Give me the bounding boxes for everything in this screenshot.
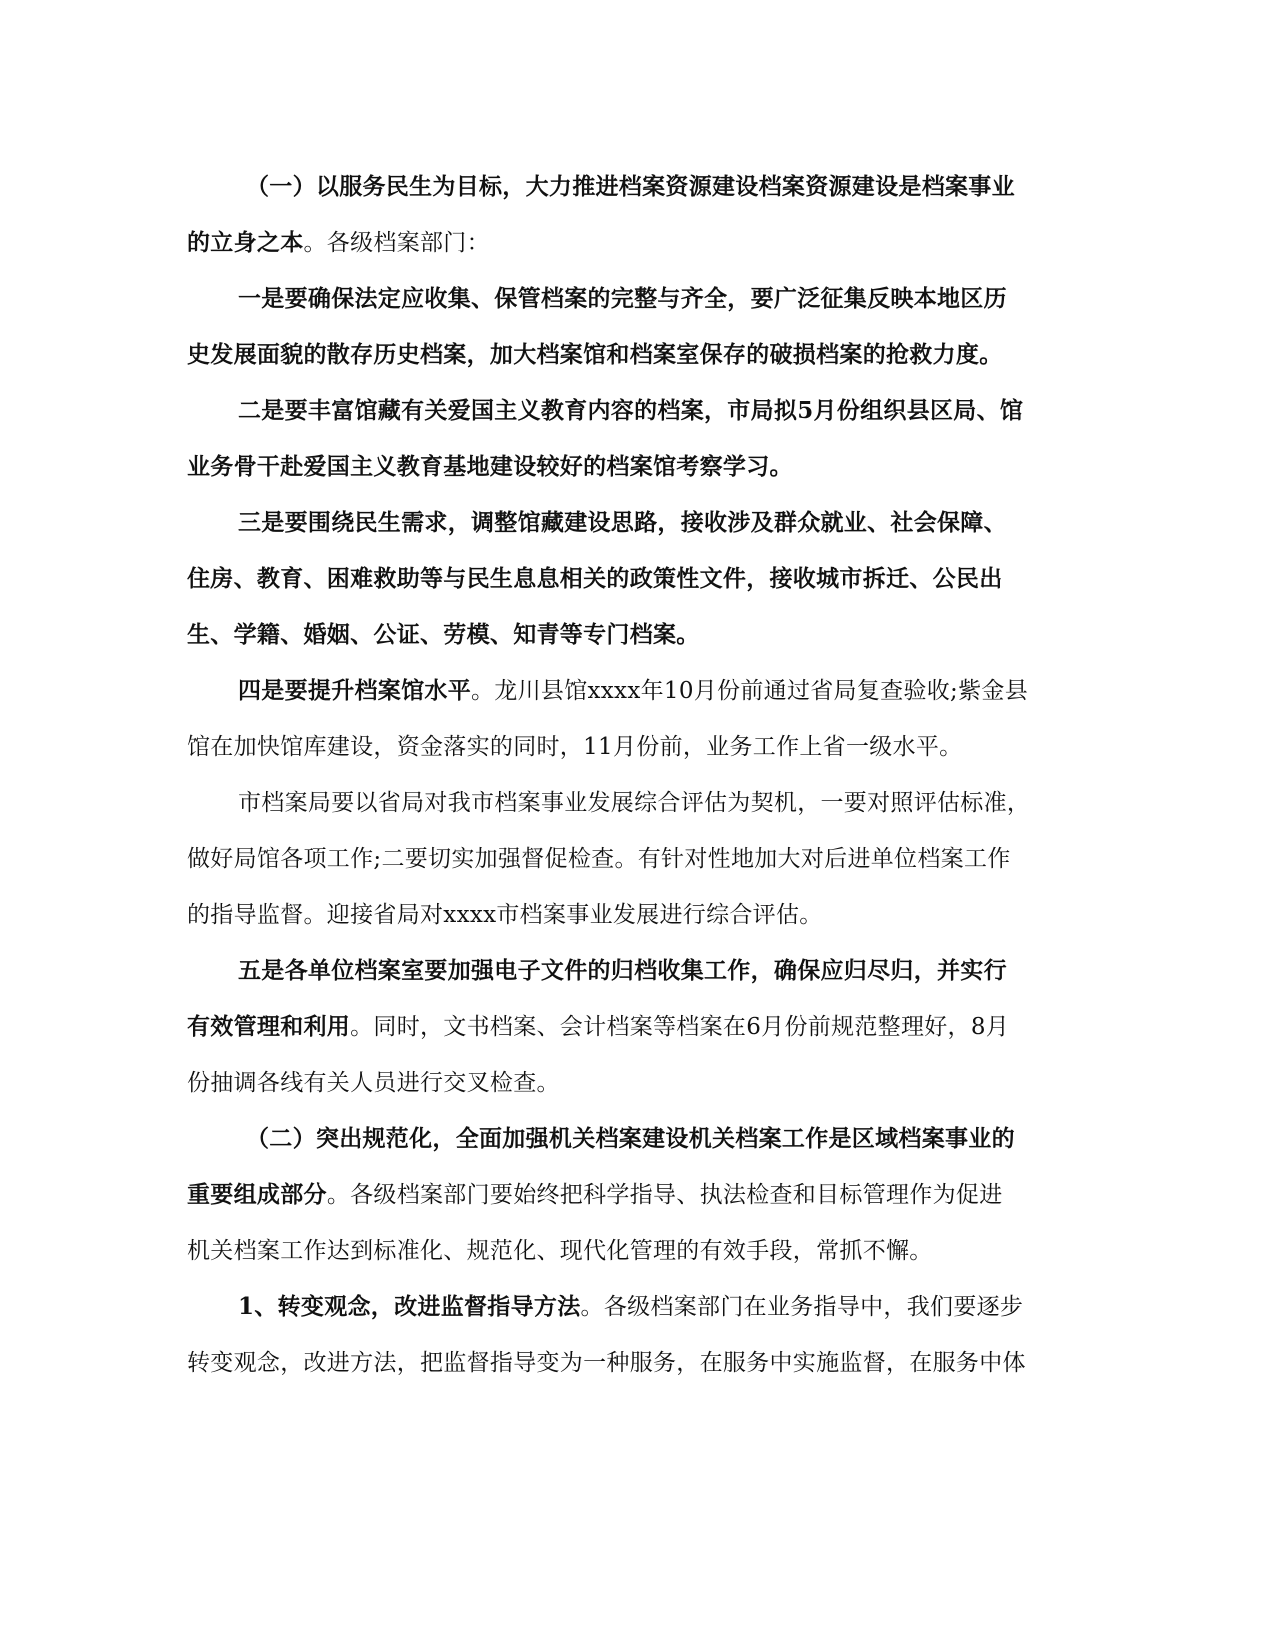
- text-run: 。各级档案部门在业务指导中，我们要逐步: [580, 1294, 1024, 1320]
- text-run: 转变观念，改进方法，把监督指导变为一种服务，在服务中实施监督，在服务中体: [187, 1350, 1026, 1376]
- text-run: 业务骨干赴爱国主义教育基地建设较好的档案馆考察学习。: [187, 453, 793, 480]
- paragraph-6-line-3: [187, 900, 823, 930]
- paragraph-4-line-2: [187, 564, 1003, 594]
- paragraph-7-line-1: [238, 956, 1007, 986]
- text-run: 的指导监督。迎接省局对xxxx市档案事业发展进行综合评估。: [187, 902, 823, 928]
- text-run: （一）以服务民生为目标，大力推进档案资源建设档案资源建设是档案事业: [246, 173, 1015, 200]
- text-run: 三是要围绕民生需求，调整馆藏建设思路，接收涉及群众就业、社会保障、: [238, 509, 1007, 536]
- text-run: 机关档案工作达到标准化、规范化、现代化管理的有效手段，常抓不懈。: [187, 1238, 933, 1264]
- text-run: 一是要确保法定应收集、保管档案的完整与齐全，要广泛征集反映本地区历: [238, 285, 1007, 312]
- paragraph-2-line-1: [238, 284, 1007, 314]
- paragraph-5-line-1: [238, 676, 1028, 706]
- paragraph-4-line-3: [187, 620, 700, 650]
- paragraph-2-line-2: [187, 340, 1003, 370]
- text-run: 市档案局要以省局对我市档案事业发展综合评估为契机，一要对照评估标准，: [238, 790, 1031, 816]
- text-run: 。龙川县馆xxxx年10月份前通过省局复查验收;紫金县: [471, 678, 1029, 704]
- text-run: 重要组成部分: [187, 1181, 327, 1208]
- paragraph-5-line-2: [187, 732, 962, 762]
- text-run: 。同时，文书档案、会计档案等档案在6月份前规范整理好，8月: [350, 1014, 1010, 1040]
- text-run: 二是要丰富馆藏有关爱国主义教育内容的档案，市局拟5月份组织县区局、馆: [238, 397, 1024, 424]
- paragraph-1-line-2: [187, 228, 490, 258]
- text-run: 史发展面貌的散存历史档案，加大档案馆和档案室保存的破损档案的抢救力度。: [187, 341, 1003, 368]
- text-run: 做好局馆各项工作;二要切实加强督促检查。有针对性地加大对后进单位档案工作: [187, 846, 1011, 872]
- paragraph-6-line-2: [187, 844, 1011, 874]
- text-run: 四是要提升档案馆水平: [238, 677, 471, 704]
- text-run: 馆在加快馆库建设，资金落实的同时，11月份前，业务工作上省一级水平。: [187, 734, 963, 760]
- text-run: 五是各单位档案室要加强电子文件的归档收集工作，确保应归尽归，并实行: [238, 957, 1007, 984]
- paragraph-8-line-1: [246, 1124, 1015, 1154]
- text-run: 份抽调各线有关人员进行交叉检查。: [187, 1070, 560, 1096]
- paragraph-6-line-1: [238, 788, 1030, 818]
- text-run: 1、转变观念，改进监督指导方法: [238, 1293, 581, 1320]
- text-run: 的立身之本: [187, 229, 304, 256]
- text-run: 有效管理和利用: [187, 1013, 351, 1040]
- paragraph-4-line-1: [238, 508, 1007, 538]
- paragraph-7-line-2: [187, 1012, 1009, 1042]
- paragraph-3-line-2: [187, 452, 793, 482]
- text-run: （二）突出规范化，全面加强机关档案建设机关档案工作是区域档案事业的: [246, 1125, 1015, 1152]
- paragraph-1-line-1: [246, 172, 1015, 202]
- paragraph-9-line-2: [187, 1348, 1026, 1378]
- paragraph-7-line-3: [187, 1068, 560, 1098]
- paragraph-8-line-3: [187, 1236, 933, 1266]
- text-run: 。各级档案部门要始终把科学指导、执法检查和目标管理作为促进: [326, 1182, 1003, 1208]
- text-run: 生、学籍、婚姻、公证、劳模、知青等专门档案。: [187, 621, 700, 648]
- paragraph-3-line-1: [238, 396, 1023, 426]
- paragraph-8-line-2: [187, 1180, 1003, 1210]
- paragraph-9-line-1: [238, 1292, 1023, 1322]
- text-run: 住房、教育、困难救助等与民生息息相关的政策性文件，接收城市拆迁、公民出: [187, 565, 1003, 592]
- text-run: 。各级档案部门：: [303, 230, 490, 256]
